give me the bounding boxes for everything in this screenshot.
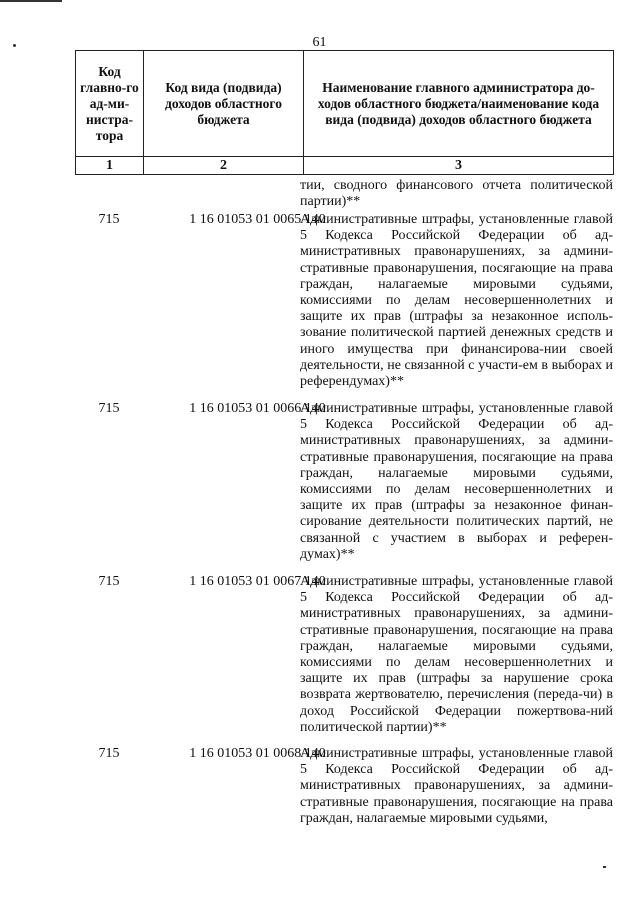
income-code: 1 16 01053 01 0067 140 xyxy=(189,574,326,589)
page-number: 61 xyxy=(312,35,327,50)
admin-code: 715 xyxy=(98,574,120,589)
column-number: 3 xyxy=(304,157,614,175)
header-income-code: Код вида (подвида) доходов областного бюджета xyxy=(144,51,304,157)
column-number-row xyxy=(76,157,614,175)
header-description: Наименование главного администратора до-ходов областного бюджета/наименование кода вида (подвида) доходов областного бюджета xyxy=(304,51,614,157)
continuation-text: тии, сводного финансового отчета политической партии)** xyxy=(300,178,613,210)
income-code: 1 16 01053 01 0065 140 xyxy=(189,212,326,227)
income-code: 1 16 01053 01 0068 140 xyxy=(189,746,326,761)
income-description: Административные штрафы, установленные главой 5 Кодекса Российской Федерации об ад-министративных правонарушениях, за админи-стративные правонарушения, посягающие на права граждан, налагаемые мировыми судьями, комиссиями по делам несовершеннолетних и защите их прав (штрафы за незаконное исполь-зование политической партией денежных средств и иного имущества при финансирова-нии своей деятельности, не связанной с участи-ем в выборах и референдумах)** xyxy=(300,212,613,390)
income-description: Административные штрафы, установленные главой 5 Кодекса Российской Федерации об ад-министративных правонарушениях, за админи-стративные правонарушения, посягающие на права граждан, налагаемые мировыми судьями, xyxy=(300,746,613,826)
income-description: Административные штрафы, установленные главой 5 Кодекса Российской Федерации об ад-министративных правонарушениях, за админи-стративные правонарушения, посягающие на права граждан, налагаемые мировыми судьями, комиссиями по делам несовершеннолетних и защите их прав (штрафы за незаконное финан-сирование деятельности политических партий, не связанной с участием в выборах и референ-думах)** xyxy=(300,401,613,562)
column-number: 2 xyxy=(144,157,304,175)
admin-code: 715 xyxy=(98,746,120,761)
income-code: 1 16 01053 01 0066 140 xyxy=(189,401,326,416)
scan-mark-dot xyxy=(603,866,606,868)
scan-mark-line xyxy=(0,0,62,2)
column-number: 1 xyxy=(76,157,144,175)
admin-code: 715 xyxy=(98,212,120,227)
table-header xyxy=(75,50,614,175)
income-description: Административные штрафы, установленные главой 5 Кодекса Российской Федерации об ад-министративных правонарушениях, за админи-стративные правонарушения, посягающие на права граждан, налагаемые мировыми судьями, комиссиями по делам несовершеннолетних и защите их прав (штрафы за нарушение срока возврата жертвователю, перечисления (переда-чи) в доход Российской Федерации пожертвова-ний политической партии)** xyxy=(300,574,613,735)
admin-code: 715 xyxy=(98,401,120,416)
header-admin-code: Код главно-го ад-ми-нистра-тора xyxy=(76,51,144,157)
